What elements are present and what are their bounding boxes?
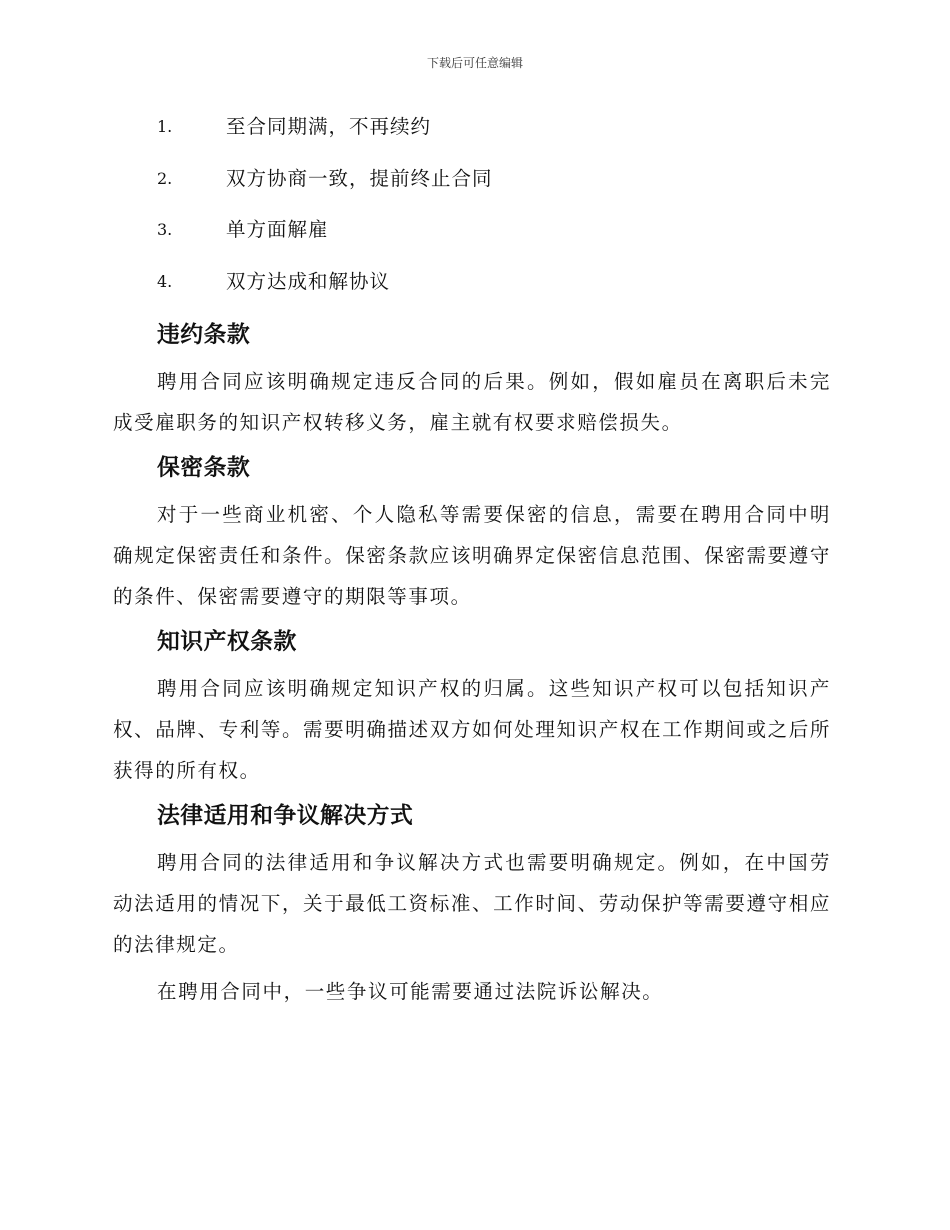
section-law-dispute-clause (113, 797, 831, 1012)
list-item (113, 108, 831, 160)
paragraph: 聘用合同的法律适用和争议解决方式也需要明确规定。例如，在中国劳动法适用的情况下，关于最低工资标准、工作时间、劳动保护等需要遵守相应的法律规定。 (113, 851, 831, 956)
section-heading: 违约条款 (157, 322, 251, 348)
list-text: 双方协商一致，提前终止合同 (226, 166, 493, 190)
section-heading: 法律适用和争议解决方式 (157, 803, 414, 829)
section-heading: 知识产权条款 (157, 629, 297, 655)
paragraph: 对于一些商业机密、个人隐私等需要保密的信息，需要在聘用合同中明确规定保密责任和条件。保密条款应该明确界定保密信息范围、保密需要遵守的条件、保密需要遵守的期限等事项。 (113, 503, 831, 608)
list-text: 至合同期满，不再续约 (226, 115, 432, 138)
list-text: 单方面解雇 (226, 218, 329, 241)
list-item (113, 160, 831, 212)
list-text: 双方达成和解协议 (226, 269, 391, 293)
list-number: 4. (157, 271, 173, 291)
list-number: 1. (157, 117, 173, 136)
section-breach-clause (113, 316, 831, 443)
termination-list (113, 108, 831, 314)
list-number: 3. (157, 220, 173, 239)
paragraph: 在聘用合同中，一些争议可能需要通过法院诉讼解决。 (157, 980, 664, 1003)
paragraph: 聘用合同应该明确规定知识产权的归属。这些知识产权可以包括知识产权、品牌、专利等。需要明确描述双方如何处理知识产权在工作期间或之后所获得的所有权。 (113, 677, 831, 782)
list-item (113, 211, 831, 263)
section-heading: 保密条款 (157, 455, 251, 481)
document-body (113, 108, 831, 1018)
section-ip-clause (113, 623, 831, 791)
paragraph: 聘用合同应该明确规定违反合同的后果。例如，假如雇员在离职后未完成受雇职务的知识产权转移义务，雇主就有权要求赔偿损失。 (113, 370, 831, 434)
page-header: 下载后可任意编辑 (426, 56, 523, 70)
section-confidentiality-clause (113, 449, 831, 617)
list-number: 2. (157, 168, 173, 188)
list-item (113, 263, 831, 315)
